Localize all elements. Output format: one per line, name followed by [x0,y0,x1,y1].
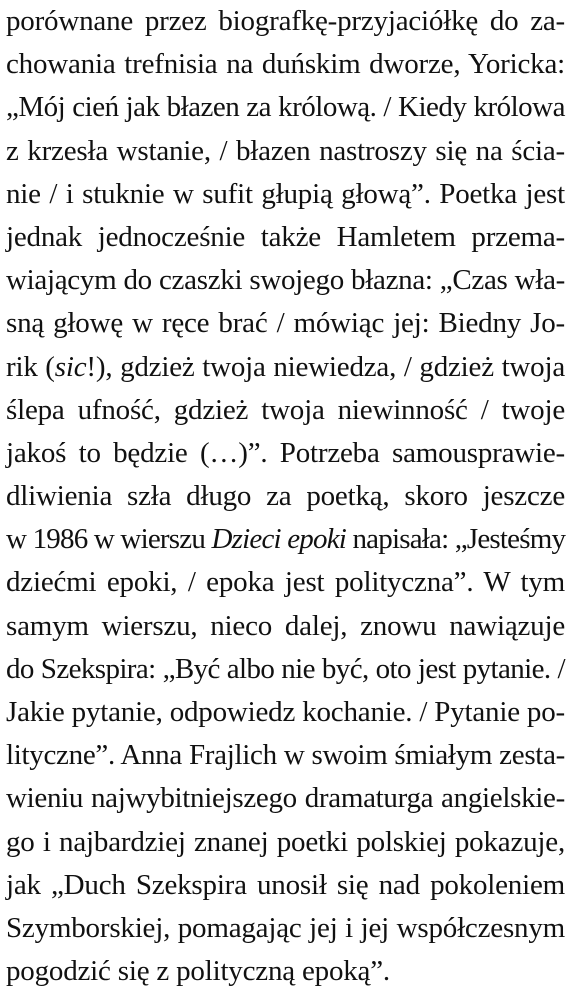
text-line: pogodzić się z polityczną epoką”. [6,955,390,988]
text-line: rik (sic!), gdzież twoja niewiedza, / gdzież twoja [6,350,566,383]
text-line: wiającym do czaszki swojego błazna: „Czas wła- [6,264,565,297]
text-line: chowania trefnisia na duńskim dworze, Yoricka: [6,48,565,81]
text-line: jak „Duch Szekspira unosił się nad pokoleniem [6,868,565,901]
text-line: sną głowę w ręce brać / mówiąc jej: Biedny Jo- [6,307,565,340]
text-line: jednak jednocześnie także Hamletem przema- [6,220,565,253]
italic-poem-title: Dzieci epoki [211,523,347,556]
text-line: dziećmi epoki, / epoka jest polityczna”. W tym [6,566,565,599]
text-line: w 1986 w wierszu Dzieci epoki napisała: „Jesteśmy [6,523,566,556]
text-line: lityczne”. Anna Frajlich w swoim śmiałym zesta- [6,739,565,772]
text-line: wieniu najwybitniejszego dramaturga angielskie- [6,782,565,815]
text-line: porównane przez biografkę-przyjaciółkę do za- [6,5,565,37]
text-line: samym wierszu, nieco dalej, znowu nawiązuje [6,609,565,642]
text-line: go i najbardziej znanej poetki polskiej pokazuje, [6,825,565,858]
text-line: do Szekspira: „Być albo nie być, oto jest pytanie. / [6,652,565,685]
body-paragraph [6,0,565,993]
text-line: Szymborskiej, pomagając jej i jej współczesnym [6,911,565,944]
text-line: jakoś to będzie (…)”. Potrzeba samousprawie- [6,436,565,469]
text-line: nie / i stuknie w sufit głupią głową”. Poetka jest [6,177,565,210]
text-line: ślepa ufność, gdzież twoja niewinność / twoje [6,393,565,426]
text-line: Jakie pytanie, odpowiedz kochanie. / Pytanie po- [6,696,565,728]
italic-sic: sic [54,350,87,383]
text-line: „Mój cień jak błazen za królową. / Kiedy królowa [6,91,565,124]
text-line: dliwienia szła długo za poetką, skoro jeszcze [6,480,565,513]
text-line: z krzesła wstanie, / błazen nastroszy się na ścia- [6,134,565,167]
